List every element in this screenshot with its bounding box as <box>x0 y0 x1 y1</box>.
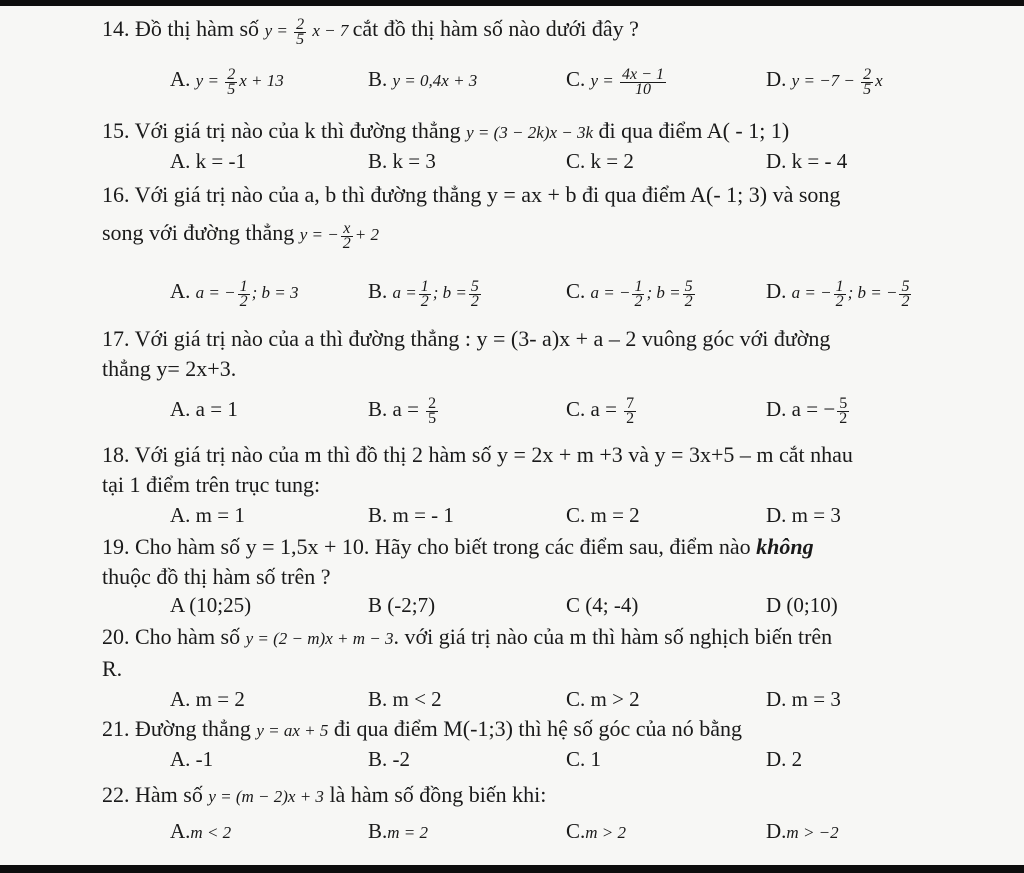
q15-option-d[interactable]: D. k = - 4 <box>766 149 848 173</box>
question-16-options <box>0 278 1024 308</box>
q15-formula: y = (3 − 2k)x − 3k <box>466 123 594 142</box>
q15-option-b[interactable]: B. k = 3 <box>368 149 436 173</box>
q19-option-d[interactable]: D (0;10) <box>766 593 838 617</box>
q14-formula: y = $\frac{2}{5}$ x − 7 <box>264 15 349 48</box>
q14-option-d[interactable]: D. y = −7 − $\frac{2}{5}$ x <box>766 65 883 98</box>
q14-option-a[interactable]: A. y = $\frac{2}{5}$ x + 13 <box>170 65 284 98</box>
q20-option-a[interactable]: A. m = 2 <box>170 687 245 711</box>
q22-formula: y = (m − 2)x + 3 <box>208 787 324 806</box>
question-16-line1: 16. Với giá trị nào của a, b thì đường thẳng y = ax + b đi qua điểm A(- 1; 3) và song <box>102 182 841 207</box>
q20-option-d[interactable]: D. m = 3 <box>766 687 841 711</box>
q19-option-a[interactable]: A (10;25) <box>170 593 252 617</box>
q22-option-c[interactable]: C.m > 2 <box>566 819 627 843</box>
q18-option-a[interactable]: A. m = 1 <box>170 503 245 527</box>
question-19-line2: thuộc đồ thị hàm số trên ? <box>102 564 331 589</box>
question-20-line1: 20. Cho hàm số y = (2 − m)x + m − 3. với giá trị nào của m thì hàm số nghịch biến trên <box>102 624 833 649</box>
q17-option-a[interactable]: A. a = 1 <box>170 397 238 421</box>
q21-option-b[interactable]: B. -2 <box>368 747 410 771</box>
q21-option-d[interactable]: D. 2 <box>766 747 803 771</box>
q18-option-c[interactable]: C. m = 2 <box>566 503 640 527</box>
q16-option-c[interactable]: C. a = − $\frac{1}{2}$ ; b = $\frac{5}{2}$ <box>566 277 693 310</box>
q18-option-d[interactable]: D. m = 3 <box>766 503 841 527</box>
q20-option-b[interactable]: B. m < 2 <box>368 687 442 711</box>
question-22-options <box>0 818 1024 848</box>
q22-option-d[interactable]: D.m > −2 <box>766 819 839 843</box>
q19-option-b[interactable]: B (-2;7) <box>368 593 436 617</box>
q16-option-d[interactable]: D. a = − $\frac{1}{2}$ ; b = − $\frac{5}{2}$ <box>766 277 910 310</box>
question-18-options <box>0 502 1024 532</box>
question-14-options <box>0 66 1024 96</box>
worksheet-page <box>0 6 1024 865</box>
emphasis-not: không <box>756 534 814 559</box>
bottom-dark-edge <box>0 865 1024 873</box>
q17-option-d[interactable]: D. a = − $\frac{5}{2}$ <box>766 394 848 427</box>
question-21-stem: 21. Đường thẳng y = ax + 5 đi qua điểm M(-1;3) thì hệ số góc của nó bằng <box>102 716 743 741</box>
q14-option-c[interactable]: C. y = $\frac{4x - 1}{10}$ <box>566 65 664 98</box>
q15-option-c[interactable]: C. k = 2 <box>566 149 634 173</box>
q21-formula: y = ax + 5 <box>256 721 329 740</box>
q22-option-b[interactable]: B.m = 2 <box>368 819 429 843</box>
q15-option-a[interactable]: A. k = -1 <box>170 149 247 173</box>
question-15-stem: 15. Với giá trị nào của k thì đường thẳng y = (3 − 2k)x − 3k đi qua điểm A( - 1; 1) <box>102 118 790 143</box>
question-19-options <box>0 592 1024 622</box>
question-15-options <box>0 148 1024 178</box>
q21-option-c[interactable]: C. 1 <box>566 747 602 771</box>
question-17-line2: thẳng y= 2x+3. <box>102 356 237 381</box>
question-21-options <box>0 746 1024 776</box>
q19-option-c[interactable]: C (4; -4) <box>566 593 639 617</box>
question-14-stem: 14. Đồ thị hàm số y = $\frac{2}{5}$ x − 7 cắt đồ thị hàm số nào dưới đây ? <box>102 15 639 48</box>
q20-option-c[interactable]: C. m > 2 <box>566 687 640 711</box>
q14-option-b[interactable]: B. y = 0,4x + 3 <box>368 67 478 91</box>
q17-option-b[interactable]: B. a = $\frac{2}{5}$ <box>368 394 437 427</box>
q20-formula: y = (2 − m)x + m − 3 <box>245 629 394 648</box>
question-17-line1: 17. Với giá trị nào của a thì đường thẳng : y = (3- a)x + a – 2 vuông góc với đường <box>102 326 831 351</box>
q21-option-a[interactable]: A. -1 <box>170 747 214 771</box>
question-20-options <box>0 686 1024 716</box>
q17-option-c[interactable]: C. a = $\frac{7}{2}$ <box>566 394 635 427</box>
q16-option-b[interactable]: B. a = $\frac{1}{2}$ ; b = $\frac{5}{2}$ <box>368 277 479 310</box>
question-22-stem: 22. Hàm số y = (m − 2)x + 3 là hàm số đồng biến khi: <box>102 782 547 807</box>
question-16-line2: song với đường thẳng y = − $\frac{x}{2}$ + 2 <box>102 219 379 252</box>
question-19-line1: 19. Cho hàm số y = 1,5x + 10. Hãy cho biết trong các điểm sau, điểm nào không <box>102 534 814 559</box>
question-18-line2: tại 1 điểm trên trục tung: <box>102 472 321 497</box>
q16-option-a[interactable]: A. a = − $\frac{1}{2}$ ; b = 3 <box>170 277 299 310</box>
q22-option-a[interactable]: A.m < 2 <box>170 819 232 843</box>
q18-option-b[interactable]: B. m = - 1 <box>368 503 454 527</box>
question-20-line2: R. <box>102 656 123 681</box>
question-17-options <box>0 396 1024 426</box>
question-18-line1: 18. Với giá trị nào của m thì đồ thị 2 hàm số y = 2x + m +3 và y = 3x+5 – m cắt nhau <box>102 442 853 467</box>
